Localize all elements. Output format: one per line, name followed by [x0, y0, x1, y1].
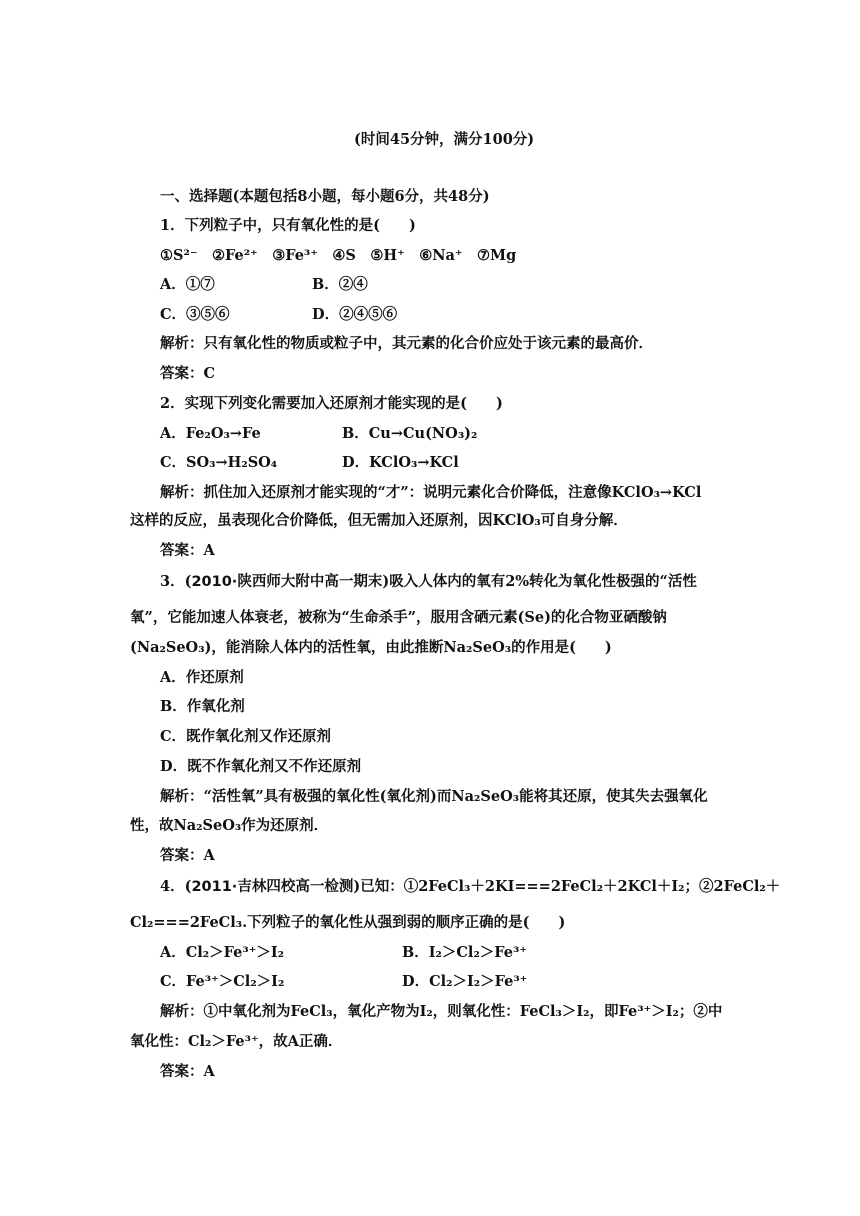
q3-analysis-line-2: 性，故Na₂SeO₃作为还原剂．: [130, 817, 329, 834]
q4-option-a: A．Cl₂＞Fe³⁺＞I₂: [160, 944, 285, 961]
q1-analysis: 解析：只有氧化性的物质或粒子中，其元素的化合价应处于该元素的最高价．: [160, 335, 653, 352]
q1-option-a: A．①⑦: [160, 276, 215, 293]
q2-option-a: A．Fe₂O₃→Fe: [160, 425, 261, 442]
time-note: (时间45分钟，满分100分): [354, 131, 535, 148]
q3-source: 2010·陕西师大附中高一期末: [191, 574, 383, 590]
q4-analysis-line-2: 氧化性：Cl₂＞Fe³⁺，故A正确．: [130, 1033, 343, 1050]
q4-answer: 答案：A: [160, 1063, 215, 1080]
q3-stem-line-1: [160, 572, 697, 592]
q4-stem-line-2: Cl₂===2FeCl₃.下列粒子的氧化性从强到弱的顺序正确的是( ): [130, 914, 566, 931]
q3-stem-text-1: )吸入人体内的氧有2%转化为氧化性极强的“活性: [382, 573, 697, 590]
q4-option-b: B．I₂＞Cl₂＞Fe³⁺: [402, 944, 528, 961]
q1-particles: ①S²⁻ ②Fe²⁺ ③Fe³⁺ ④S ⑤H⁺ ⑥Na⁺ ⑦Mg: [160, 247, 517, 264]
q2-stem: 2．实现下列变化需要加入还原剂才能实现的是( ): [160, 395, 503, 412]
q4-stem-line-1: [160, 877, 780, 897]
q4-number: 4．(: [160, 878, 192, 895]
q4-option-c: C．Fe³⁺＞Cl₂＞I₂: [160, 973, 285, 990]
q4-stem-text-1: )已知：①2FeCl₃＋2KI===2FeCl₂＋2KCl＋I₂；②2FeCl₂＋: [353, 878, 781, 895]
q4-option-d: D．Cl₂＞I₂＞Fe³⁺: [402, 973, 528, 990]
q2-option-c: C．SO₃→H₂SO₄: [160, 454, 278, 471]
q2-analysis-line-2: 这样的反应，虽表现化合价降低，但无需加入还原剂，因KClO₃可自身分解．: [130, 512, 628, 529]
q3-option-b: B．作氧化剂: [160, 698, 245, 715]
q4-analysis-line-1: 解析：①中氧化剂为FeCl₃，氧化产物为I₂，则氧化性：FeCl₃＞I₂，即Fe³⁺＞I₂；②中: [160, 1003, 723, 1020]
q1-answer: 答案：C: [160, 365, 216, 382]
q3-analysis-line-1: 解析：“活性氧”具有极强的氧化性(氧化剂)而Na₂SeO₃能将其还原，使其失去强氧化: [160, 788, 708, 805]
q2-option-b: B．Cu→Cu(NO₃)₂: [342, 425, 478, 442]
q3-answer: 答案：A: [160, 847, 215, 864]
q2-option-d: D．KClO₃→KCl: [342, 454, 459, 471]
q1-option-d: D．②④⑤⑥: [312, 306, 398, 323]
q3-stem-line-2: 氧”，它能加速人体衰老，被称为“生命杀手”，服用含硒元素(Se)的化合物亚硒酸钠: [130, 609, 667, 626]
q4-source: 2011·吉林四校高一检测: [191, 879, 354, 895]
q1-option-b: B．②④: [312, 276, 368, 293]
q3-stem-line-3: (Na₂SeO₃)，能消除人体内的活性氧，由此推断Na₂SeO₃的作用是( ): [130, 639, 612, 656]
q1-option-c: C．③⑤⑥: [160, 306, 230, 323]
q2-answer: 答案：A: [160, 542, 215, 559]
section-title: 一、选择题(本题包括8小题，每小题6分，共48分): [160, 188, 490, 205]
q3-number: 3．(: [160, 573, 192, 590]
q3-option-a: A．作还原剂: [160, 669, 244, 686]
q2-analysis-line-1: 解析：抓住加入还原剂才能实现的“才”：说明元素化合价降低，注意像KClO₃→KCl: [160, 484, 702, 501]
q3-option-c: C．既作氧化剂又作还原剂: [160, 728, 332, 745]
q3-option-d: D．既不作氧化剂又不作还原剂: [160, 758, 362, 775]
q1-stem: 1．下列粒子中，只有氧化性的是( ): [160, 217, 416, 234]
